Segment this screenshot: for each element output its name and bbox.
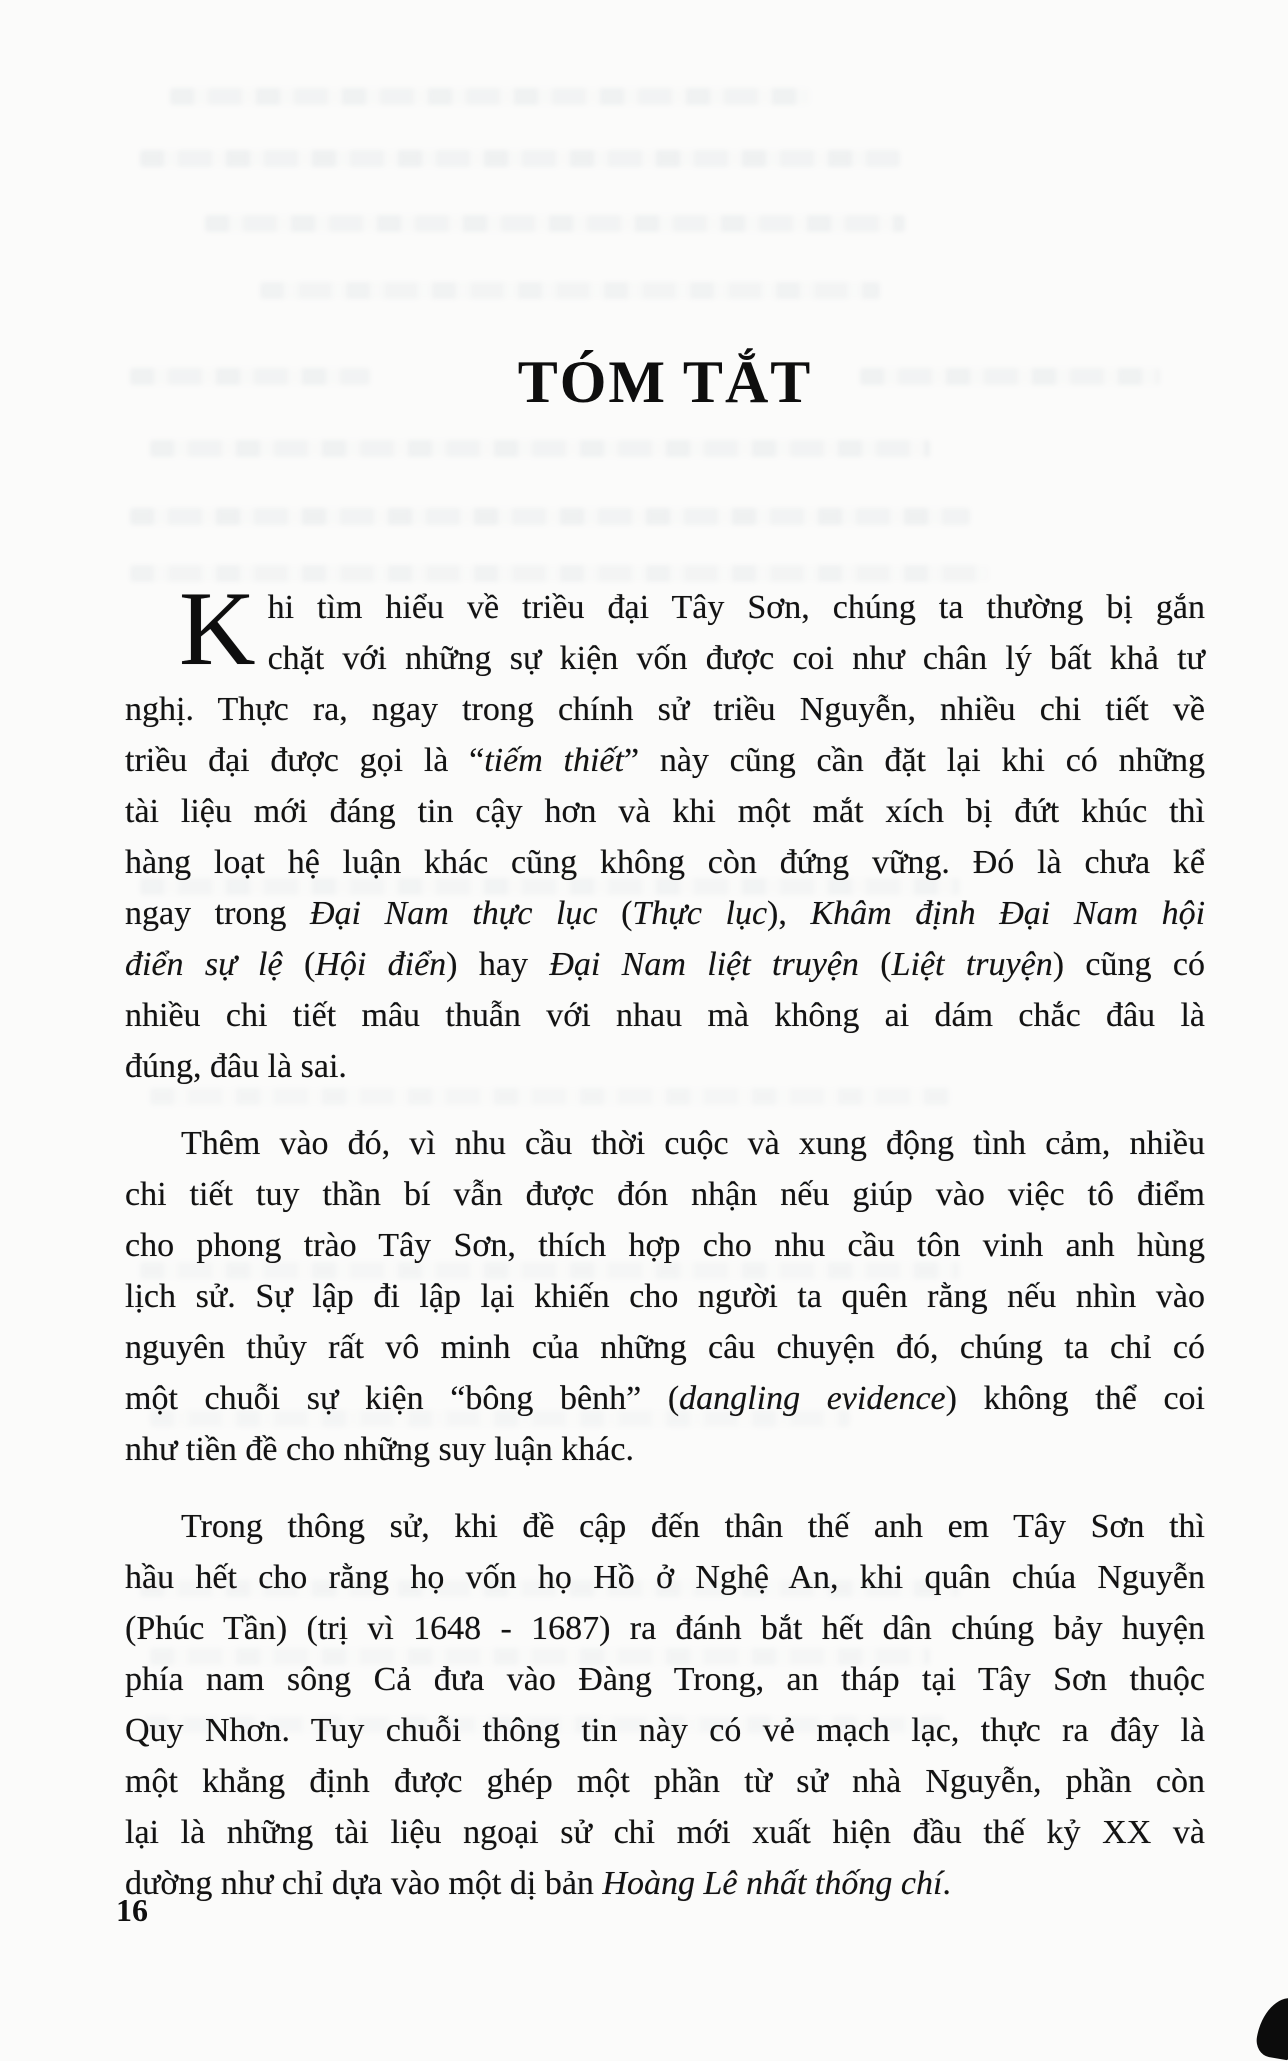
- text-line: một khẳng định được ghép một phần từ sử nhà Nguyễn, phần còn: [125, 1763, 1205, 1800]
- text-line: hầu hết cho rằng họ vốn họ Hồ ở Nghệ An, khi quân chúa Nguyễn: [125, 1559, 1205, 1596]
- text-line: cho phong trào Tây Sơn, thích hợp cho nhu cầu tôn vinh anh hùng: [125, 1227, 1205, 1264]
- text-line: chặt với những sự kiện vốn được coi như chân lý bất khả tư: [267, 640, 1205, 677]
- text-line: triều đại được gọi là “tiếm thiết” này cũng cần đặt lại khi có những: [125, 742, 1205, 779]
- text-line: Quy Nhơn. Tuy chuỗi thông tin này có vẻ mạch lạc, thực ra đây là: [125, 1712, 1205, 1749]
- page-number: 16: [116, 1892, 148, 1928]
- text-line: lại là những tài liệu ngoại sử chỉ mới xuất hiện đầu thế kỷ XX và: [125, 1814, 1205, 1851]
- text-line: nguyên thủy rất vô minh của những câu chuyện đó, chúng ta chỉ có: [125, 1329, 1205, 1366]
- text-line: Trong thông sử, khi đề cập đến thân thế anh em Tây Sơn thì: [181, 1508, 1205, 1545]
- text-line: hàng loạt hệ luận khác cũng không còn đứng vững. Đó là chưa kể: [125, 844, 1205, 881]
- text-line: (Phúc Tần) (trị vì 1648 - 1687) ra đánh bắt hết dân chúng bảy huyện: [125, 1610, 1205, 1647]
- paragraph-3: [125, 1501, 1205, 1909]
- text-line: nhiều chi tiết mâu thuẫn với nhau mà không ai dám chắc đâu là: [125, 997, 1205, 1034]
- body-text: [125, 570, 1206, 1909]
- text-line: dường như chỉ dựa vào một dị bản Hoàng Lê nhất thống chí.: [125, 1865, 951, 1902]
- text-line: chi tiết tuy thần bí vẫn được đón nhận nếu giúp vào việc tô điểm: [125, 1176, 1205, 1213]
- page-title: TÓM TẮT: [517, 349, 813, 415]
- page-text-block: [125, 0, 1205, 1909]
- text-line: nghị. Thực ra, ngay trong chính sử triều Nguyễn, nhiều chi tiết về: [125, 691, 1205, 728]
- text-line: lịch sử. Sự lập đi lập lại khiến cho người ta quên rằng nếu nhìn vào: [125, 1278, 1205, 1315]
- text-line: Thêm vào đó, vì nhu cầu thời cuộc và xung động tình cảm, nhiều: [181, 1125, 1205, 1162]
- text-line: một chuỗi sự kiện “bông bênh” (dangling evidence) không thể coi: [125, 1380, 1205, 1417]
- text-line: tài liệu mới đáng tin cậy hơn và khi một mắt xích bị đứt khúc thì: [125, 793, 1205, 830]
- text-line: ngay trong Đại Nam thực lục (Thực lục), Khâm định Đại Nam hội: [125, 895, 1206, 932]
- drop-cap: K: [179, 570, 256, 687]
- text-line: điển sự lệ (Hội điển) hay Đại Nam liệt truyện (Liệt truyện) cũng có: [125, 946, 1205, 983]
- text-line: phía nam sông Cả đưa vào Đàng Trong, an tháp tại Tây Sơn thuộc: [125, 1661, 1205, 1698]
- paragraph-1: [125, 570, 1206, 1092]
- paragraph-2: [125, 1118, 1205, 1475]
- ink-smudge-artifact: [1254, 1993, 1288, 2060]
- text-line: như tiền đề cho những suy luận khác.: [125, 1431, 634, 1468]
- text-line: hi tìm hiểu về triều đại Tây Sơn, chúng ta thường bị gắn: [267, 589, 1205, 626]
- text-line: đúng, đâu là sai.: [125, 1048, 347, 1085]
